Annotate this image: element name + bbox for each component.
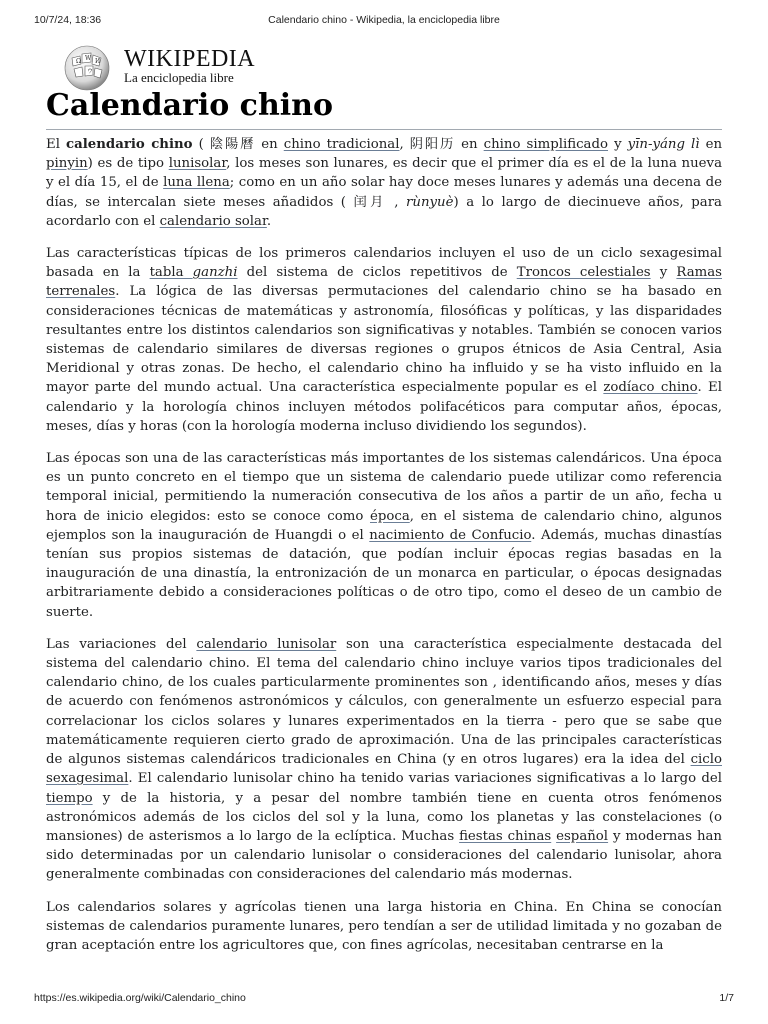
wikipedia-globe-icon [62,42,112,92]
svg-text:W: W [85,55,92,62]
text: Las épocas son una de las características más importantes de los sistemas calendáricos. Una época es un punto concreto en el tiempo que un sistema de calendario puede utilizar como referencia temporal inicial, permitiendo la numeración consecutiva de los años a partir de un año, fecha u hora de inicio elegidos: esto se conoce como [46,451,722,524]
text: ( 陰陽曆 en [192,137,284,152]
paragraph-solar-agricultural [46,898,722,956]
link-tabla-ganzhi[interactable] [150,265,238,280]
text: y modernas han sido determinadas por un calendario lunisolar o consideraciones del calendario lunisolar, ahora generalmente combinadas con consideraciones del calendario más modernas. [46,828,722,883]
print-datetime: 10/7/24, 18:36 [34,14,102,26]
text: tabla [149,265,193,281]
link-epoca[interactable]: época [369,508,410,524]
paragraph-variations [46,635,722,885]
link-calendario-lunisolar[interactable]: calendario lunisolar [196,636,337,652]
link-nacimiento-de-confucio[interactable]: nacimiento de Confucio [369,527,532,543]
paragraph-characteristics [46,244,722,436]
link-troncos-celestiales[interactable]: Troncos celestiales [516,265,651,281]
link-ciclo-sexagesimal[interactable]: ciclo sexagesimal [46,752,722,787]
text: , los meses son lunares, es decir que el primer día es el de la luna nueva y el día 15, el de [46,156,722,191]
text: Las variaciones del [46,636,197,652]
print-page-number: 1/7 [719,992,734,1004]
page-title: Calendario chino [46,88,722,130]
link-calendario-solar[interactable]: calendario solar [159,213,267,229]
text: El [46,137,67,152]
link-ramas-terrenales[interactable]: Ramas terrenales [46,265,722,300]
text: y [608,137,628,152]
link-chino-tradicional[interactable]: chino tradicional [283,137,400,152]
text: . [266,213,272,229]
link-fiestas-chinas[interactable]: fiestas chinas [459,828,552,844]
text: , en el sistema de calendario chino, algunos ejemplos son la inauguración de Huangdi o el [46,508,722,543]
text: son una característica especialmente destacada del sistema del calendario chino. El tema del calendario chino incluye varios tipos tradicionales del calendario chino, de los cuales particularmente prominentes son , identificando años, meses y días de acuerdo con fenómenos astronómicos y cálculos, con generalmente un esfuerzo especial para correlacionar los ciclos solares y lunares experimentados en la tierra - pero que se sabe que matemáticamente requieren cierto grado de aproximación. Una de las principales características de algunos sistemas calendáricos tradicionales en China (y en otros lugares) era la idea del [46,636,722,768]
text: en [699,137,723,152]
print-footer [34,992,734,1008]
svg-text:Ω: Ω [76,58,81,65]
text: del sistema de ciclos repetitivos de [237,265,517,281]
wikipedia-tagline: La enciclopedia libre [124,70,234,85]
text: . La lógica de las diversas permutaciones del calendario chino se ha basado en consideraciones técnicas de matemáticas y astronomía, filosóficas y políticas, y las disparidades resultantes entre los distintos calendarios son significativas y notables. También se conocen varios sistemas de calendario similares de diversas regiones o grupos étnicos de Asia Central, Asia Meridional y otras zonas. De hecho, el calendario chino ha influido y se ha visto influido en la mayor parte del mundo actual. Una característica especialmente popular es el [46,284,722,396]
text: , 阴阳历 en [399,137,484,152]
article-body [46,135,722,968]
text: Las características típicas de los primeros calendarios incluyen el uso de un ciclo sexagesimal basada en la [46,246,722,281]
text: y [650,265,677,281]
link-lunisolar[interactable]: lunisolar [168,156,227,172]
text: . Además, muchas dinastías tenían sus propios sistemas de datación, que podían incluir épocas regias basadas en la inauguración de una dinastía, la entronización de un monarca en particular, o épocas designadas arbitrariamente debido a consideraciones políticas o de otro tipo, como el deseo de un cambio de suerte. [46,527,723,620]
link-luna-llena[interactable]: luna llena [163,175,230,191]
print-page-title: Calendario chino - Wikipedia, la enciclopedia libre [268,14,500,26]
wikipedia-wordmark: WIKIPEDIA [124,46,256,72]
text: ; como en un año solar hay doce meses lunares y además una decena de días, se intercalan siete meses añadidos ( 闰月 , [46,175,723,210]
paragraph-intro [46,135,722,231]
paragraph-epochs [46,449,722,622]
link-tiempo[interactable]: tiempo [46,790,93,806]
text: y de la historia, y a pesar del nombre también tiene en cuenta otros fenómenos astronómicos además de los ciclos del sol y la luna, como los planetas y las constelaciones (o mansiones) de asterismos a lo largo de la eclíptica. Muchas [46,790,722,844]
print-url: https://es.wikipedia.org/wiki/Calendario_chino [34,992,246,1004]
link-espanol[interactable]: español [556,828,609,844]
text: ) es de tipo [87,156,169,172]
print-header [34,14,734,30]
svg-text:И: И [95,58,101,65]
svg-text:ウ: ウ [87,68,94,75]
wikipedia-logo[interactable] [62,42,282,90]
text: . El calendario lunisolar chino ha tenido varias variaciones significativas a lo largo del [128,771,722,787]
italic-term: yīn-yáng lì [627,137,700,152]
text: Los calendarios solares y agrícolas tienen una larga historia en China. En China se conocían sistemas de calendarios puramente lunares, pero tendían a ser de utilidad limitada y no gozaban de gran aceptación entre los agricultores que, con fines agrícolas, necesitaban centrarse en la [46,899,722,953]
italic-term: ganzhi [192,265,238,281]
link-pinyin[interactable]: pinyin [46,156,88,172]
link-zodiaco-chino[interactable]: zodíaco chino [603,380,698,396]
text: . El calendario y la horología chinos incluyen métodos polifacéticos para computar años, épocas, meses, días y horas (con la horología moderna incluso dividiendo los segundos). [46,380,722,434]
italic-term: rùnyuè [406,194,454,210]
bold-term: calendario chino [66,137,193,152]
link-chino-simplificado[interactable]: chino simplificado [483,137,609,152]
text: ) a lo largo de diecinueve años, para acordarlo con el [46,194,722,229]
